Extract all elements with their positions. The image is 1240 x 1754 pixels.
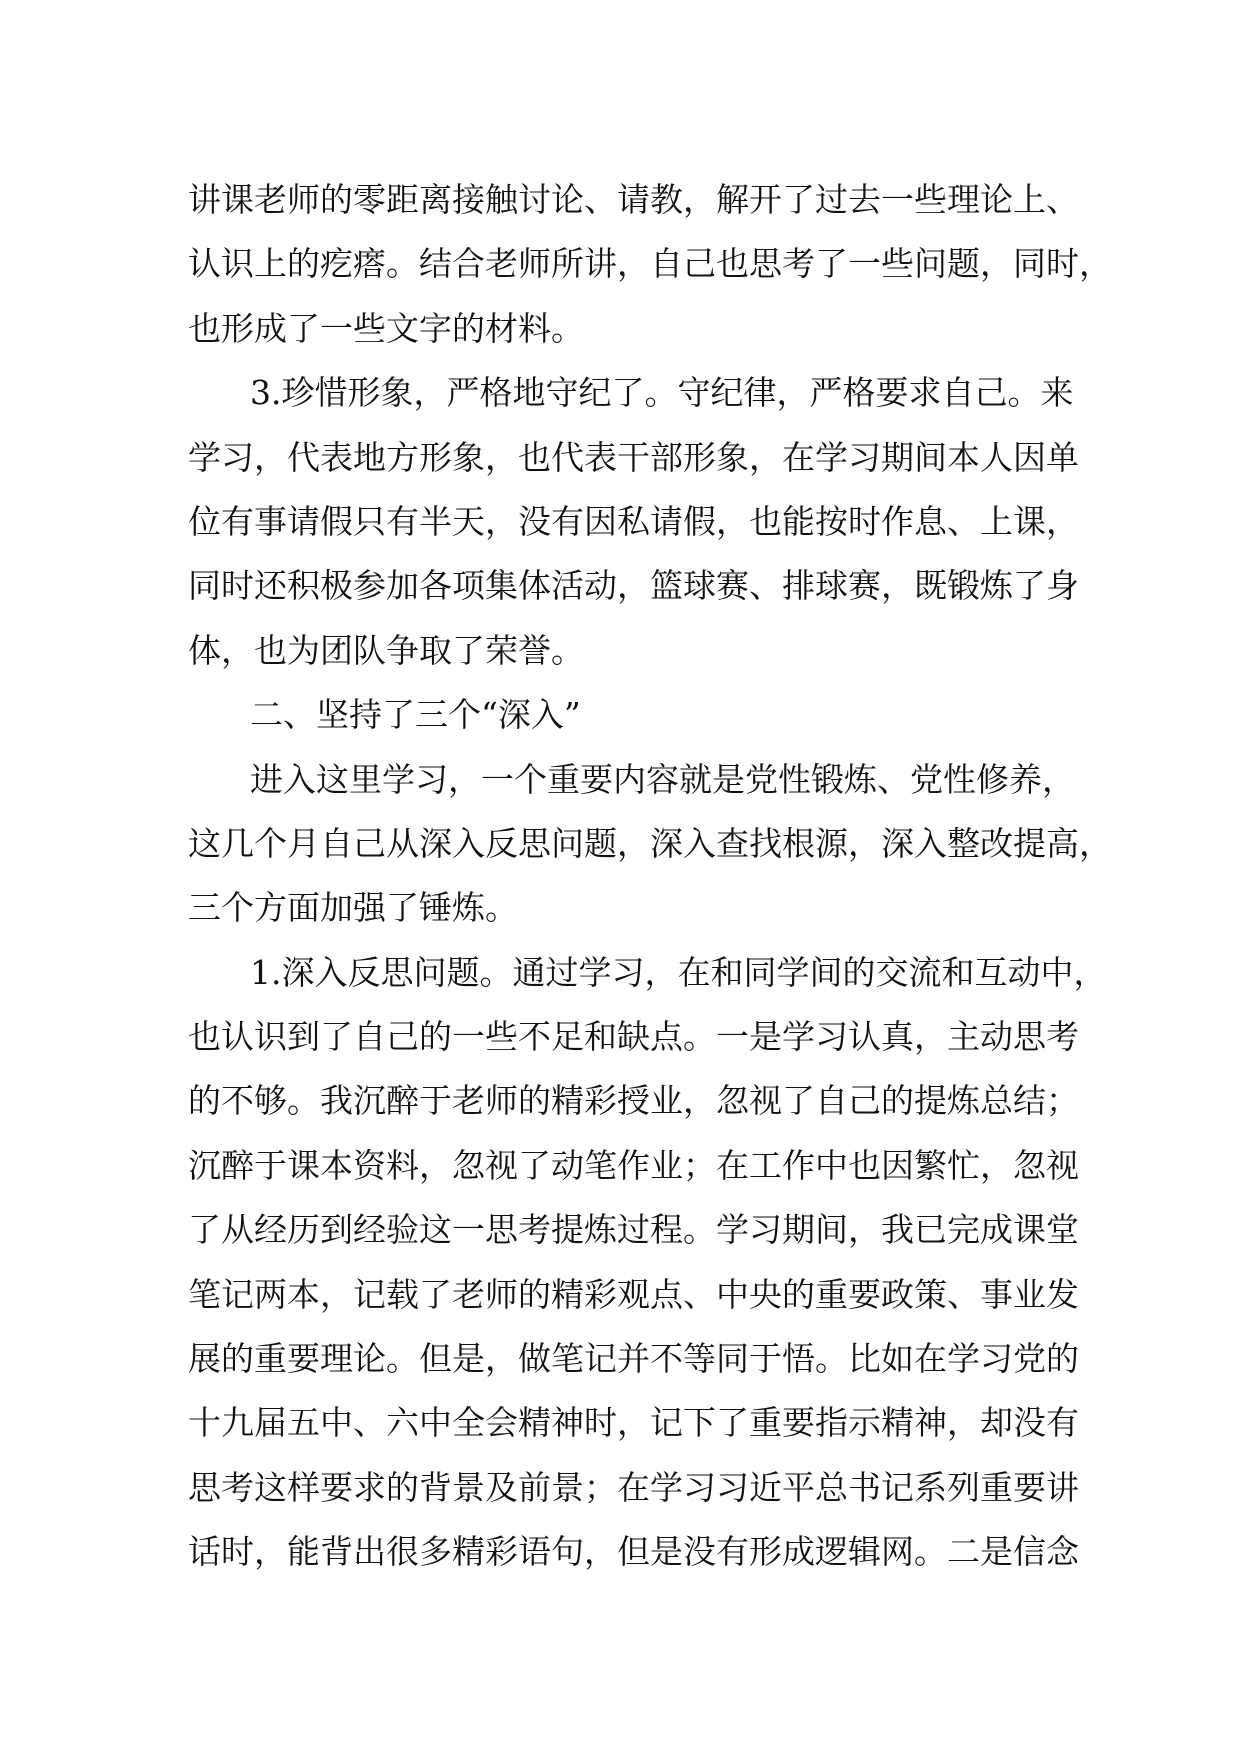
text-line: 的不够。我沉醉于老师的精彩授业，忽视了自己的提炼总结；	[188, 1081, 1079, 1121]
body-text	[188, 168, 1112, 1585]
text-line: 认识上的疙瘩。结合老师所讲，自己也思考了一些问题，同时，	[188, 244, 1112, 284]
text-line: 三个方面加强了锤炼。	[188, 888, 518, 928]
text-line: 讲课老师的零距离接触讨论、请教，解开了过去一些理论上、	[188, 180, 1079, 219]
text-line: 1.深入反思问题。通过学习，在和同学间的交流和互动中，	[250, 952, 1107, 992]
text-line: 也形成了一些文字的材料。	[188, 308, 584, 348]
text-line: 位有事请假只有半天，没有因私请假，也能按时作息、上课，	[188, 501, 1079, 541]
text-line: 了从经历到经验这一思考提炼过程。学习期间，我已完成课堂	[188, 1210, 1079, 1250]
text-line: 笔记两本，记载了老师的精彩观点、中央的重要政策、事业发	[188, 1274, 1079, 1314]
text-line: 沉醉于课本资料，忽视了动笔作业；在工作中也因繁忙，忽视	[188, 1145, 1079, 1185]
text-line: 话时，能背出很多精彩语句，但是没有形成逻辑网。二是信念	[188, 1532, 1079, 1572]
text-line: 也认识到了自己的一些不足和缺点。一是学习认真，主动思考	[188, 1017, 1079, 1057]
text-line: 3.珍惜形象，严格地守纪了。守纪律，严格要求自己。来	[250, 373, 1074, 413]
text-line: 学习，代表地方形象，也代表干部形象，在学习期间本人因单	[188, 437, 1079, 477]
section-heading: 二、坚持了三个“深入”	[250, 695, 581, 735]
text-line: 体，也为团队争取了荣誉。	[188, 630, 584, 670]
text-line: 同时还积极参加各项集体活动，篮球赛、排球赛，既锻炼了身	[188, 566, 1079, 606]
text-line: 这几个月自己从深入反思问题，深入查找根源，深入整改提高，	[188, 823, 1112, 863]
text-line: 十九届五中、六中全会精神时，记下了重要指示精神，却没有	[188, 1403, 1079, 1443]
text-line: 进入这里学习，一个重要内容就是党性锻炼、党性修养，	[250, 759, 1075, 799]
text-line: 思考这样要求的背景及前景；在学习习近平总书记系列重要讲	[188, 1467, 1079, 1507]
text-line: 展的重要理论。但是，做笔记并不等同于悟。比如在学习党的	[188, 1339, 1079, 1379]
